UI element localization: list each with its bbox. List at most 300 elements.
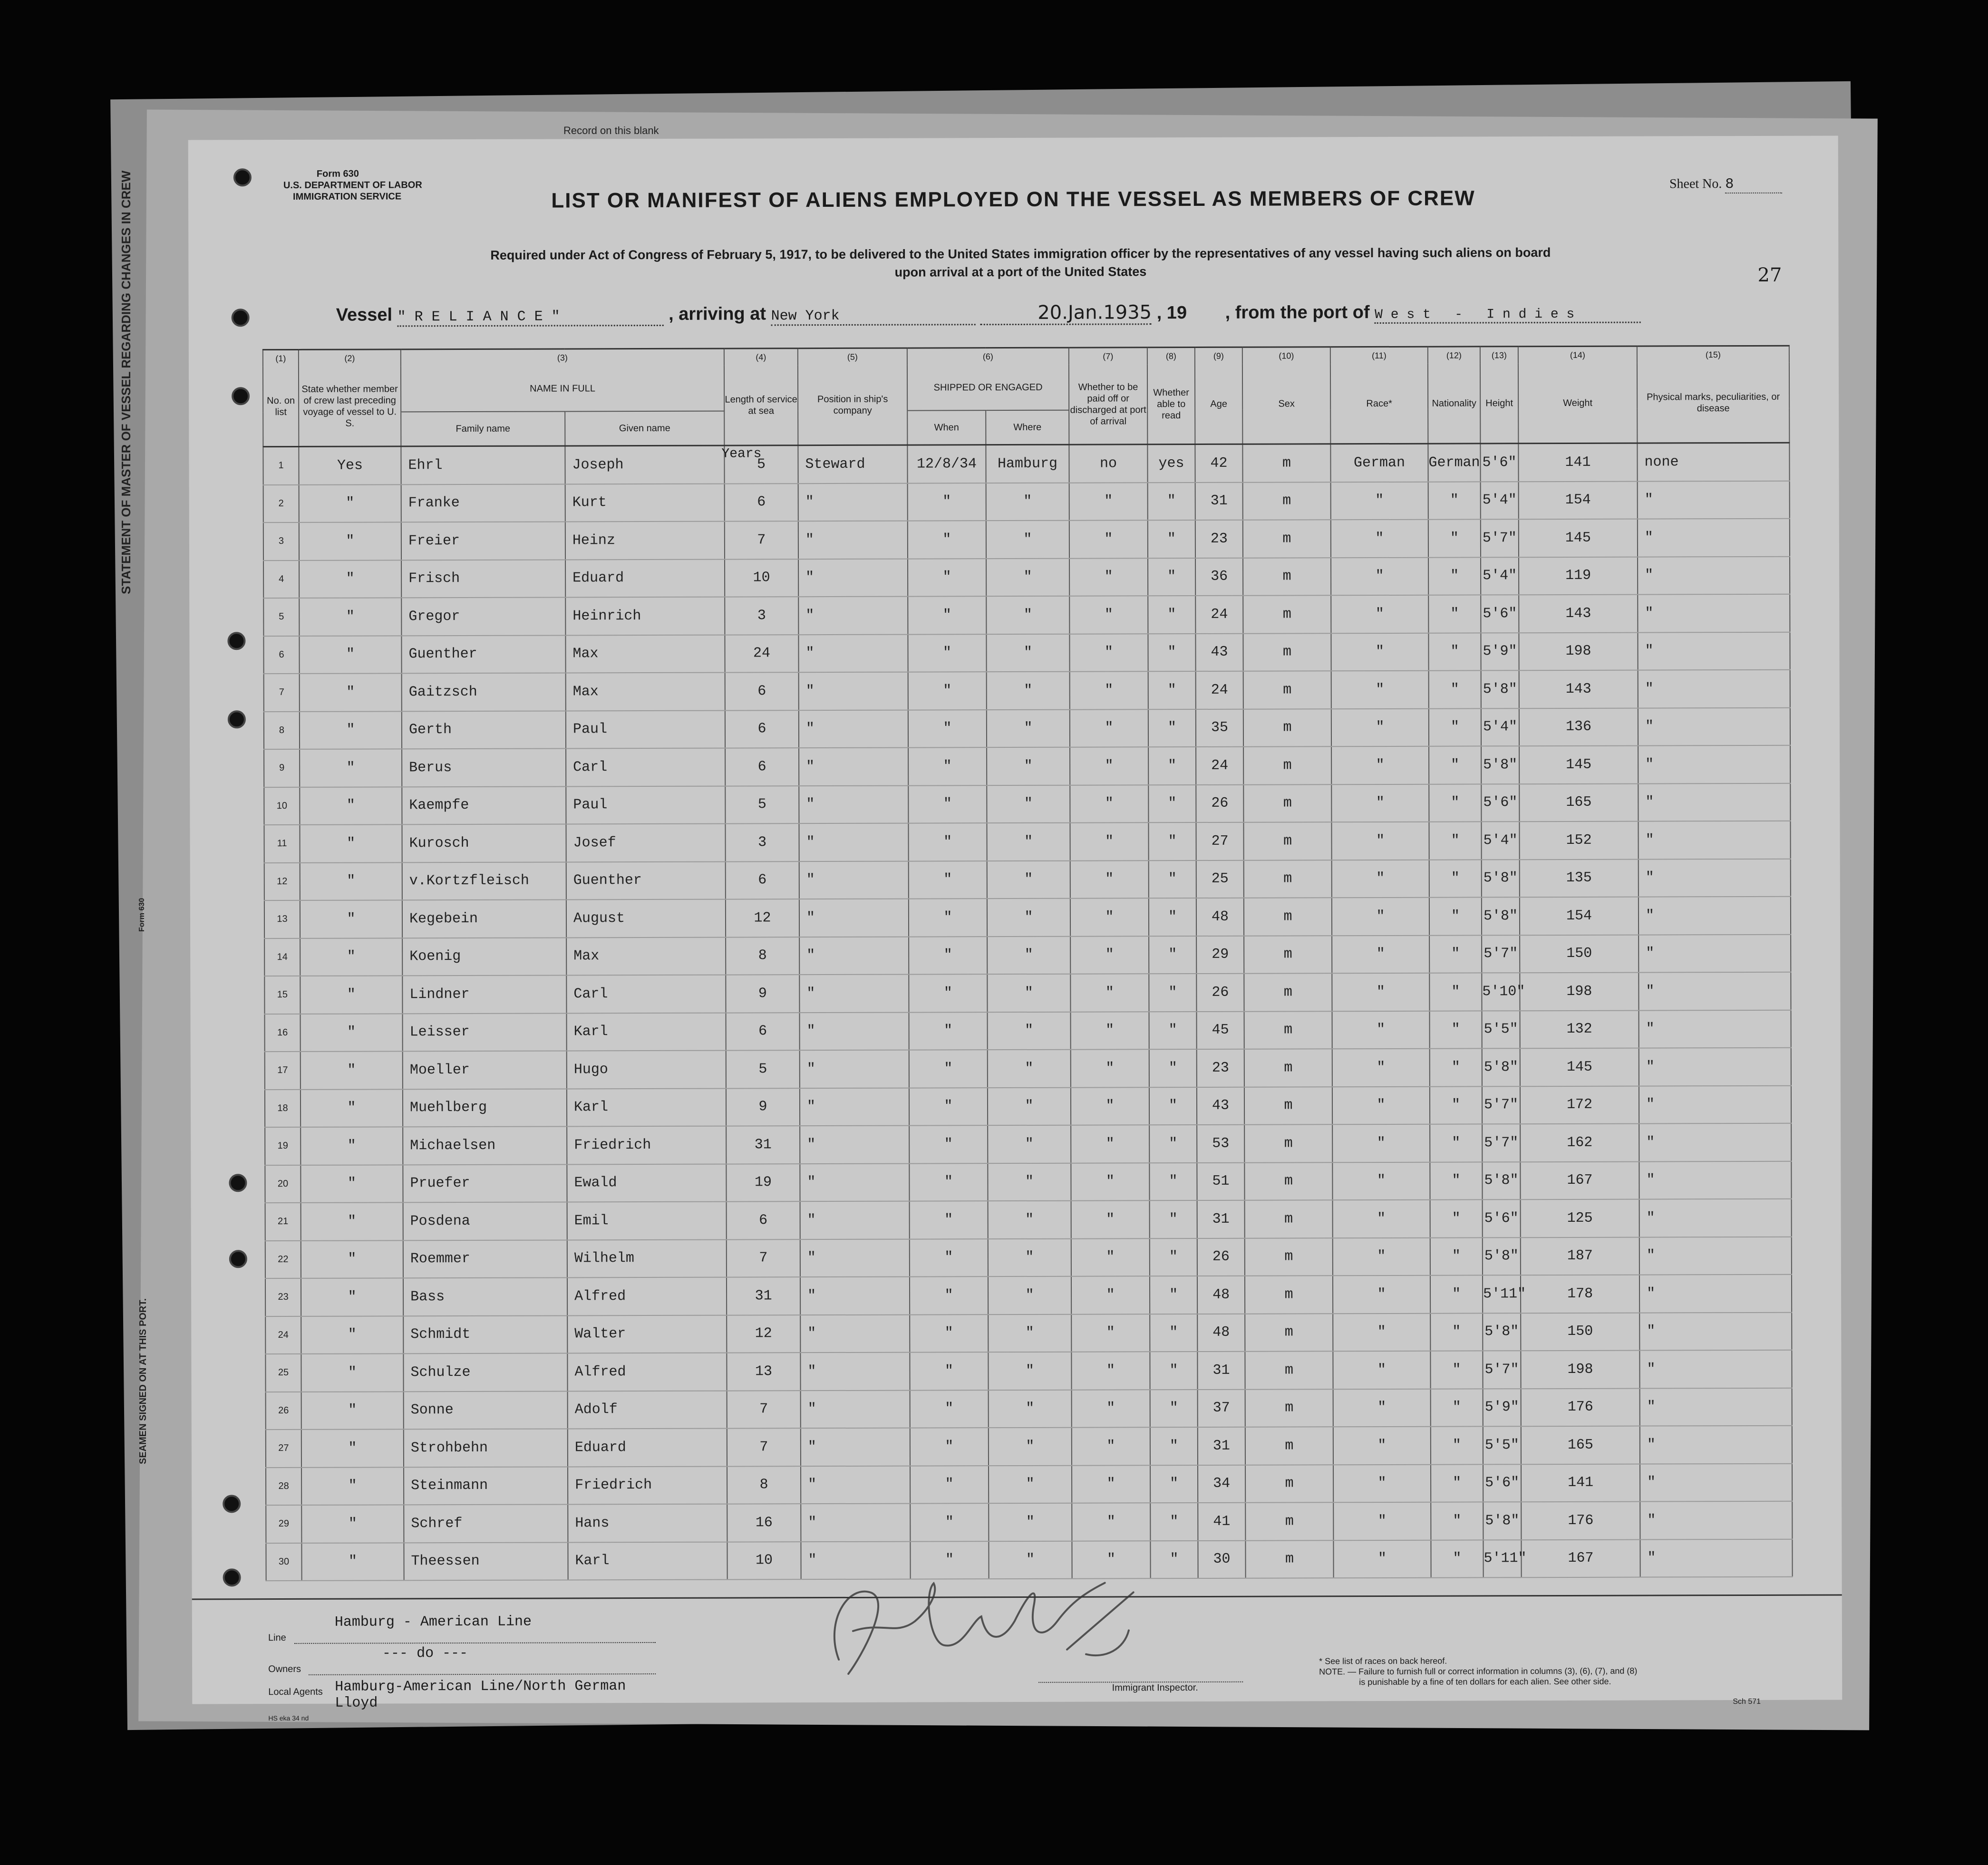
given-name-cell: Walter xyxy=(567,1315,727,1353)
shipped-where-cell: " xyxy=(988,1314,1071,1352)
position-cell: " xyxy=(800,1088,909,1126)
sex-cell: m xyxy=(1245,1389,1333,1427)
nationality-cell: " xyxy=(1430,1124,1482,1162)
length-of-service-cell: 3 xyxy=(725,597,798,635)
col-where: Where xyxy=(986,410,1069,445)
punch-hole xyxy=(229,1250,247,1268)
col-number-13: (13) xyxy=(1480,347,1518,364)
print-code: HS eka 34 nd xyxy=(268,1714,309,1722)
table-row xyxy=(265,1199,1792,1241)
given-name-cell: Carl xyxy=(566,975,726,1013)
given-name-cell: Wilhelm xyxy=(567,1239,727,1277)
sex-cell: m xyxy=(1244,973,1332,1011)
position-cell: " xyxy=(799,785,908,823)
col-given-name: Given name xyxy=(565,411,724,446)
paid-off-cell: " xyxy=(1070,709,1148,747)
owners-value: --- do --- xyxy=(382,1645,468,1662)
able-to-read-cell: " xyxy=(1148,747,1196,785)
family-name-cell: Sonne xyxy=(404,1391,568,1429)
line-value: Hamburg - American Line xyxy=(334,1614,532,1631)
nationality-cell: " xyxy=(1431,1426,1483,1464)
arriving-port: New York xyxy=(771,308,976,326)
table-row xyxy=(264,972,1791,1014)
age-cell: 48 xyxy=(1197,1276,1245,1314)
age-cell: 48 xyxy=(1196,898,1244,936)
given-name-cell: Guenther xyxy=(566,861,726,899)
shipped-when-cell: " xyxy=(909,899,987,937)
row-number-cell: 23 xyxy=(265,1278,301,1316)
previous-voyage-cell: " xyxy=(301,1240,403,1278)
family-name-cell: Guenther xyxy=(401,635,565,673)
height-cell: 5'6" xyxy=(1481,784,1519,822)
weight-cell: 125 xyxy=(1521,1199,1639,1237)
shipped-where-cell: " xyxy=(986,596,1069,634)
row-number-cell: 19 xyxy=(265,1127,301,1165)
col-number-8: (8) xyxy=(1147,348,1195,365)
race-cell: " xyxy=(1332,1124,1430,1162)
race-cell: " xyxy=(1332,1162,1430,1200)
table-row xyxy=(263,519,1790,560)
col-shipped-or-engaged: SHIPPED OR ENGAGED xyxy=(907,365,1069,411)
side-seamen: SEAMEN SIGNED ON AT THIS PORT. xyxy=(138,1298,148,1464)
shipped-when-cell: " xyxy=(910,1541,989,1579)
age-cell: 31 xyxy=(1195,482,1243,520)
length-of-service-cell: 19 xyxy=(726,1164,800,1202)
race-cell: " xyxy=(1332,935,1429,973)
footer-owners xyxy=(268,1645,658,1675)
punch-hole xyxy=(232,387,250,405)
weight-cell: 119 xyxy=(1519,557,1638,595)
length-of-service-cell: 6 xyxy=(725,748,799,786)
position-cell: " xyxy=(801,1390,910,1428)
height-cell: 5'6" xyxy=(1483,1464,1521,1502)
length-of-service-cell: 9 xyxy=(726,1088,800,1126)
position-cell: " xyxy=(798,597,908,635)
sex-cell: m xyxy=(1245,1351,1333,1389)
weight-cell: 154 xyxy=(1519,481,1638,519)
given-name-cell: Joseph xyxy=(565,445,724,484)
fine-note: NOTE. — Failure to furnish full or correct information in columns (3), (6), (7), and (8) xyxy=(1319,1666,1638,1677)
able-to-read-cell: " xyxy=(1148,558,1195,596)
able-to-read-cell: " xyxy=(1149,1163,1197,1201)
given-name-cell: Hans xyxy=(568,1504,727,1542)
physical-marks-cell: " xyxy=(1640,1501,1792,1539)
given-name-cell: Karl xyxy=(567,1013,726,1051)
given-name-cell: Karl xyxy=(568,1542,727,1580)
arrival-date: 20.Jan.1935 xyxy=(980,301,1152,325)
col-number-7: (7) xyxy=(1069,348,1147,365)
age-cell: 42 xyxy=(1195,444,1242,482)
height-cell: 5'8" xyxy=(1483,1237,1521,1276)
family-name-cell: Pruefer xyxy=(403,1164,567,1202)
sheet-value: 8 xyxy=(1725,176,1782,193)
paid-off-cell: no xyxy=(1069,445,1147,483)
paid-off-cell: " xyxy=(1072,1465,1150,1503)
punch-hole xyxy=(223,1495,241,1513)
previous-voyage-cell: " xyxy=(301,1505,404,1543)
race-cell: " xyxy=(1331,671,1429,709)
age-cell: 26 xyxy=(1196,974,1244,1012)
row-number-cell: 20 xyxy=(265,1165,301,1203)
given-name-cell: Max xyxy=(565,635,725,673)
owners-label: Owners xyxy=(268,1663,301,1675)
given-name-cell: Paul xyxy=(566,710,725,748)
paid-off-cell: " xyxy=(1070,747,1148,785)
paid-off-cell: " xyxy=(1070,936,1149,974)
nationality-cell: " xyxy=(1428,633,1481,671)
shipped-where-cell: " xyxy=(987,709,1070,747)
paid-off-cell: " xyxy=(1071,1049,1149,1087)
family-name-cell: Lindner xyxy=(402,975,566,1013)
previous-voyage-cell: " xyxy=(300,711,402,749)
physical-marks-cell: " xyxy=(1638,632,1790,670)
shipped-where-cell: Hamburg xyxy=(986,445,1069,483)
age-cell: 51 xyxy=(1197,1162,1244,1200)
height-cell: 5'11" xyxy=(1483,1540,1521,1578)
row-number-cell: 8 xyxy=(264,711,300,749)
previous-voyage-cell: " xyxy=(300,900,402,938)
shipped-when-cell: " xyxy=(908,672,987,710)
age-cell: 35 xyxy=(1196,709,1243,747)
shipped-where-cell: " xyxy=(986,558,1069,596)
row-number-cell: 9 xyxy=(264,749,300,787)
row-number-cell: 7 xyxy=(264,674,300,712)
position-cell: " xyxy=(801,1504,910,1542)
length-of-service-cell: 16 xyxy=(727,1504,801,1542)
row-number-cell: 3 xyxy=(263,522,299,560)
side-record-note: Record on this blank xyxy=(563,125,659,136)
footer-agents xyxy=(268,1678,658,1711)
age-cell: 24 xyxy=(1196,747,1243,785)
shipped-when-cell: " xyxy=(910,1428,989,1466)
physical-marks-cell: " xyxy=(1639,897,1791,935)
footer-line xyxy=(268,1614,658,1643)
able-to-read-cell: " xyxy=(1150,1314,1197,1352)
previous-voyage-cell: " xyxy=(301,1278,403,1316)
family-name-cell: Muehlberg xyxy=(403,1089,567,1127)
shipped-when-cell: " xyxy=(909,861,987,899)
table-row xyxy=(265,1237,1792,1278)
col-number-6: (6) xyxy=(907,348,1069,365)
physical-marks-cell: " xyxy=(1640,1388,1792,1426)
previous-voyage-cell: " xyxy=(301,1353,403,1392)
able-to-read-cell: " xyxy=(1149,1049,1197,1087)
physical-marks-cell: " xyxy=(1640,1463,1792,1501)
paid-off-cell: " xyxy=(1070,822,1148,860)
row-number-cell: 17 xyxy=(265,1052,301,1090)
weight-cell: 152 xyxy=(1519,821,1638,860)
age-cell: 43 xyxy=(1195,633,1243,671)
sex-cell: m xyxy=(1244,936,1332,974)
given-name-cell: Adolf xyxy=(568,1391,727,1429)
position-cell: " xyxy=(801,1428,910,1466)
able-to-read-cell: " xyxy=(1148,671,1196,709)
family-name-cell: Theessen xyxy=(404,1542,568,1580)
table-row xyxy=(264,745,1790,787)
family-name-cell: Schulze xyxy=(403,1353,567,1391)
height-cell: 5'11" xyxy=(1483,1275,1521,1313)
height-cell: 5'9" xyxy=(1481,633,1519,671)
family-name-cell: Franke xyxy=(401,484,565,522)
family-name-cell: Leisser xyxy=(403,1013,567,1051)
col-number-2: (2) xyxy=(299,349,401,367)
col-position: Position in ship's company xyxy=(798,365,907,445)
weight-cell: 141 xyxy=(1518,443,1637,482)
col-number-10: (10) xyxy=(1242,347,1330,364)
race-cell: " xyxy=(1331,822,1429,860)
col-number-9: (9) xyxy=(1195,347,1242,364)
row-number-cell: 12 xyxy=(264,862,300,900)
table-row xyxy=(265,1048,1791,1090)
given-name-cell: Josef xyxy=(566,824,725,862)
sex-cell: m xyxy=(1244,898,1332,936)
position-cell: " xyxy=(800,1012,909,1050)
sex-cell: m xyxy=(1245,1238,1333,1276)
weight-cell: 198 xyxy=(1521,1351,1639,1389)
weight-cell: 143 xyxy=(1519,670,1638,708)
family-name-cell: Steinmann xyxy=(404,1467,568,1505)
agents-label: Local Agents xyxy=(268,1686,323,1698)
from-port: W e s t - I n d i e s xyxy=(1375,307,1641,324)
shipped-when-cell: " xyxy=(910,1276,988,1314)
shipped-when-cell: " xyxy=(908,596,986,634)
given-name-cell: Max xyxy=(566,673,725,711)
sex-cell: m xyxy=(1244,1049,1332,1087)
row-number-cell: 1 xyxy=(263,446,299,484)
length-of-service-cell: 8 xyxy=(727,1466,801,1504)
col-number-11: (11) xyxy=(1330,347,1428,364)
physical-marks-cell: " xyxy=(1640,1426,1792,1464)
nationality-cell: " xyxy=(1429,708,1481,746)
shipped-where-cell: " xyxy=(988,1087,1071,1125)
position-cell: " xyxy=(800,1353,910,1391)
nationality-cell: " xyxy=(1431,1540,1483,1578)
paid-off-cell: " xyxy=(1069,634,1148,672)
previous-voyage-cell: " xyxy=(301,1467,404,1505)
shipped-where-cell: " xyxy=(988,1125,1071,1163)
physical-marks-cell: " xyxy=(1639,1275,1792,1313)
length-of-service-cell: 13 xyxy=(727,1353,800,1391)
races-note: * See list of races on back hereof. xyxy=(1319,1656,1447,1666)
sex-cell: m xyxy=(1244,1124,1332,1162)
shipped-where-cell: " xyxy=(988,1201,1071,1239)
nationality-cell: " xyxy=(1428,519,1481,557)
previous-voyage-cell: " xyxy=(299,522,401,560)
shipped-where-cell: " xyxy=(987,936,1070,974)
given-name-cell: Heinz xyxy=(565,522,725,560)
table-row xyxy=(264,859,1791,900)
shipped-where-cell: " xyxy=(989,1503,1072,1541)
race-cell: " xyxy=(1333,1237,1430,1276)
row-number-cell: 6 xyxy=(263,636,299,674)
shipped-where-cell: " xyxy=(986,521,1069,559)
physical-marks-cell: " xyxy=(1639,1237,1792,1275)
col-age: Age xyxy=(1195,364,1242,445)
family-name-cell: Schref xyxy=(404,1504,568,1542)
vessel-label: Vessel xyxy=(336,305,393,325)
height-cell: 5'6" xyxy=(1481,595,1519,633)
able-to-read-cell: yes xyxy=(1147,445,1195,483)
form-department: U.S. DEPARTMENT OF LABOR xyxy=(283,180,422,191)
able-to-read-cell: " xyxy=(1149,1087,1197,1125)
sex-cell: m xyxy=(1243,746,1331,784)
physical-marks-cell: " xyxy=(1639,1010,1791,1048)
given-name-cell: Heinrich xyxy=(565,597,725,635)
table-row xyxy=(266,1388,1792,1430)
family-name-cell: Kegebein xyxy=(402,899,566,937)
previous-voyage-cell: " xyxy=(301,1051,403,1089)
position-cell: " xyxy=(800,1126,909,1164)
family-name-cell: Posdena xyxy=(403,1202,567,1240)
able-to-read-cell: " xyxy=(1149,936,1196,974)
subtitle-line-1: Required under Act of Congress of February 5, 1917, to be delivered to the United States immigration officer by the representatives of any vessel having such aliens on board xyxy=(490,245,1551,262)
nationality-cell: " xyxy=(1429,821,1481,860)
row-number-cell: 15 xyxy=(264,976,300,1014)
age-cell: 26 xyxy=(1197,1238,1245,1276)
height-cell: 5'5" xyxy=(1483,1426,1521,1464)
table-row xyxy=(266,1501,1792,1543)
race-cell: " xyxy=(1331,520,1428,558)
shipped-where-cell: " xyxy=(988,1012,1071,1050)
able-to-read-cell: " xyxy=(1150,1465,1198,1503)
paid-off-cell: " xyxy=(1071,1200,1150,1238)
arriving-label: , arriving at xyxy=(669,304,766,324)
shipped-where-cell: " xyxy=(987,860,1070,899)
table-row xyxy=(263,443,1789,484)
row-number-cell: 14 xyxy=(264,938,300,976)
age-cell: 45 xyxy=(1197,1011,1244,1049)
weight-cell: 187 xyxy=(1521,1237,1639,1275)
age-cell: 29 xyxy=(1196,936,1244,974)
able-to-read-cell: " xyxy=(1149,1012,1197,1050)
nationality-cell: " xyxy=(1430,1275,1483,1313)
physical-marks-cell: " xyxy=(1639,1048,1791,1086)
age-cell: 25 xyxy=(1196,860,1244,898)
row-number-cell: 25 xyxy=(265,1354,301,1392)
weight-cell: 145 xyxy=(1519,746,1638,784)
subtitle-line-2: upon arrival at a port of the United States xyxy=(894,264,1147,280)
paid-off-cell: " xyxy=(1071,1163,1149,1201)
age-cell: 23 xyxy=(1195,520,1243,558)
sex-cell: m xyxy=(1243,595,1331,633)
height-cell: 5'8" xyxy=(1481,746,1519,784)
previous-voyage-cell: " xyxy=(300,749,402,787)
table-row xyxy=(263,594,1790,636)
physical-marks-cell: " xyxy=(1638,745,1790,783)
inspector-signature xyxy=(820,1564,1153,1688)
family-name-cell: Gregor xyxy=(401,597,565,635)
row-number-cell: 27 xyxy=(266,1430,301,1468)
height-cell: 5'4" xyxy=(1481,708,1519,746)
paid-off-cell: " xyxy=(1070,671,1148,709)
punch-hole xyxy=(232,309,250,327)
length-of-service-cell: 6 xyxy=(725,483,798,522)
paid-off-cell: " xyxy=(1069,483,1148,521)
shipped-when-cell: " xyxy=(908,747,987,785)
col-paid-off: Whether to be paid off or discharged at port of arrival xyxy=(1069,364,1147,445)
able-to-read-cell: " xyxy=(1150,1200,1197,1238)
shipped-when-cell: " xyxy=(910,1239,988,1277)
race-cell: " xyxy=(1331,482,1428,520)
weight-cell: 132 xyxy=(1520,1010,1639,1048)
previous-voyage-cell: " xyxy=(300,824,402,862)
position-cell: " xyxy=(800,1201,910,1239)
age-cell: 30 xyxy=(1198,1540,1245,1578)
shipped-when-cell: " xyxy=(910,1466,989,1504)
shipped-when-cell: " xyxy=(908,710,987,748)
previous-voyage-cell: " xyxy=(301,1127,403,1165)
col-weight: Weight xyxy=(1518,363,1637,444)
physical-marks-cell: " xyxy=(1639,1350,1792,1388)
shipped-when-cell: " xyxy=(909,937,987,975)
col-number-5: (5) xyxy=(798,348,907,365)
shipped-when-cell: " xyxy=(910,1390,989,1428)
paid-off-cell: " xyxy=(1072,1390,1150,1428)
position-cell: " xyxy=(799,899,909,937)
sex-cell: m xyxy=(1243,784,1331,822)
age-cell: 31 xyxy=(1198,1427,1245,1465)
family-name-cell: Frisch xyxy=(401,560,565,598)
race-cell: " xyxy=(1332,1086,1430,1124)
agents-value: Hamburg-American Line/North German Lloyd xyxy=(335,1678,626,1711)
length-of-service-cell: 10 xyxy=(727,1542,801,1580)
given-name-cell: Ewald xyxy=(567,1164,726,1202)
position-cell: " xyxy=(799,748,908,786)
height-cell: 5'8" xyxy=(1483,1313,1521,1351)
family-name-cell: Moeller xyxy=(403,1051,567,1089)
table-row xyxy=(265,1312,1792,1354)
position-cell: " xyxy=(799,672,908,710)
year-label: , 19 xyxy=(1156,303,1187,323)
paid-off-cell: " xyxy=(1071,1314,1150,1352)
height-cell: 5'8" xyxy=(1482,860,1520,898)
physical-marks-cell: " xyxy=(1638,481,1790,519)
able-to-read-cell: " xyxy=(1149,860,1196,899)
inspector-label: Immigrant Inspector. xyxy=(1112,1682,1198,1693)
col-previous-voyage: State whether member of crew last preceding voyage of vessel to U. S. xyxy=(299,366,401,446)
given-name-cell: Emil xyxy=(567,1202,727,1240)
shipped-where-cell: " xyxy=(989,1541,1072,1579)
row-number-cell: 2 xyxy=(263,484,299,522)
race-cell: " xyxy=(1333,1351,1430,1389)
age-cell: 37 xyxy=(1198,1389,1245,1427)
position-cell: " xyxy=(799,975,909,1013)
physical-marks-cell: " xyxy=(1640,1539,1792,1577)
height-cell: 5'6" xyxy=(1483,1199,1521,1237)
paid-off-cell: " xyxy=(1071,1276,1150,1314)
previous-voyage-cell: " xyxy=(301,1089,403,1127)
age-cell: 53 xyxy=(1197,1125,1244,1163)
race-cell: " xyxy=(1331,557,1428,595)
previous-voyage-cell: " xyxy=(299,560,401,598)
shipped-where-cell: " xyxy=(988,1050,1071,1088)
weight-cell: 167 xyxy=(1521,1539,1640,1577)
manifest-sheet xyxy=(188,135,1843,1722)
sex-cell: m xyxy=(1243,633,1331,671)
able-to-read-cell: " xyxy=(1150,1427,1198,1465)
table-row xyxy=(265,1161,1791,1203)
table-row xyxy=(263,556,1790,598)
punch-hole xyxy=(233,168,252,186)
shipped-where-cell: " xyxy=(987,672,1070,710)
nationality-cell: " xyxy=(1429,784,1481,822)
length-of-service-cell: 6 xyxy=(725,672,799,710)
race-cell: " xyxy=(1332,1011,1430,1049)
height-cell: 5'4" xyxy=(1481,557,1519,595)
weight-cell: 167 xyxy=(1520,1161,1639,1199)
able-to-read-cell: " xyxy=(1148,483,1195,521)
shipped-when-cell: " xyxy=(908,634,986,672)
